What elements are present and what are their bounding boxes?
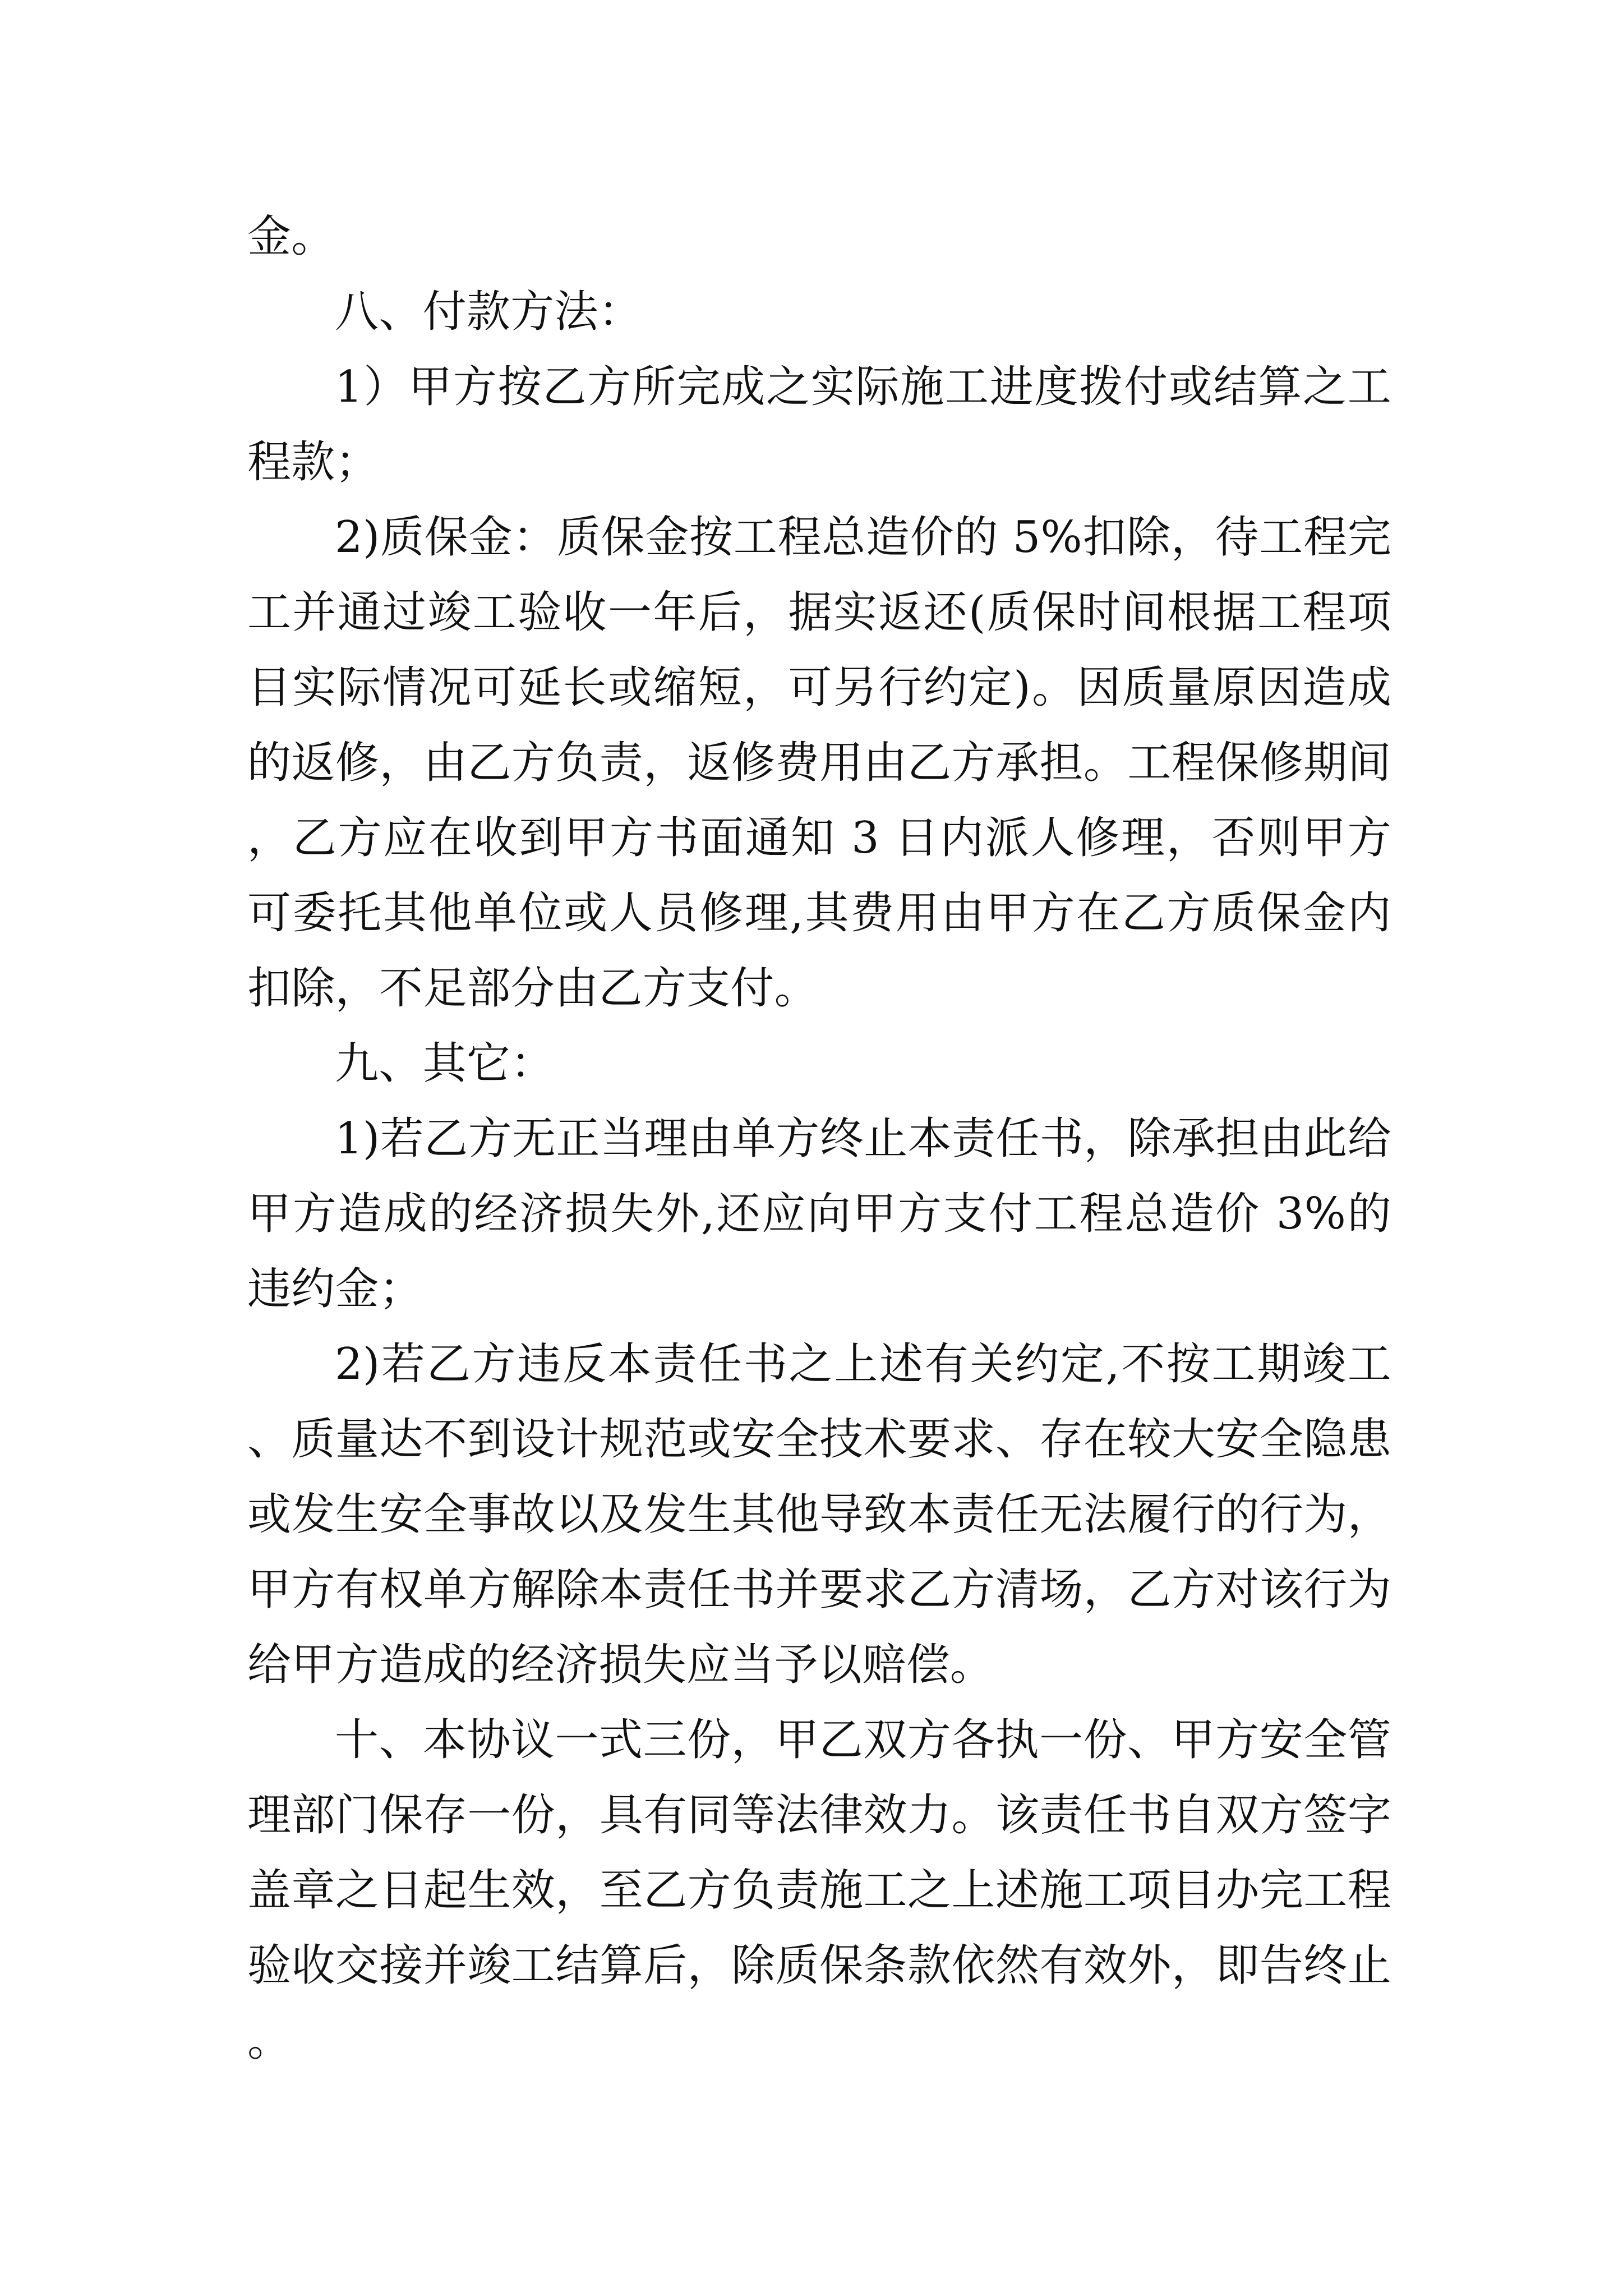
clause-payment-progress: 1）甲方按乙方所完成之实际施工进度拨付或结算之工程款；	[247, 362, 1391, 487]
section-heading-other: 九、其它：	[335, 1038, 555, 1089]
clause-warranty-deposit: 2)质保金：质保金按工程总造价的 5%扣除，待工程完工并通过竣工验收一年后，据实返还(质保时间根据工程项目实际情况可延长或缩短，可另行约定)。因质量原因造成的返修，由乙方负责，返修费用由乙方承担。工程保修期间，乙方应在收到甲方书面通知 3 日内派人修理，否则甲方可委托其他单位或人员修理,其费用由甲方在乙方质保金内扣除，不足部分由乙方支付。	[247, 512, 1391, 1014]
section-heading-payment-method: 八、付款方法：	[335, 287, 643, 337]
paragraph-continuation: 金。	[247, 211, 335, 262]
clause-copies-and-validity: 十、本协议一式三份，甲乙双方各执一份、甲方安全管理部门保存一份，具有同等法律效力。该责任书自双方签字盖章之日起生效，至乙方负责施工之上述施工项目办完工程验收交接并竣工结算后，除质保条款依然有效外，即告终止。	[247, 1715, 1391, 2066]
document-body	[247, 199, 1391, 2078]
clause-unilateral-termination: 1)若乙方无正当理由单方终止本责任书，除承担由此给甲方造成的经济损失外,还应向甲方支付工程总造价 3%的违约金；	[247, 1114, 1391, 1314]
clause-breach-of-contract: 2)若乙方违反本责任书之上述有关约定,不按工期竣工、质量达不到设计规范或安全技术要求、存在较大安全隐患或发生安全事故以及发生其他导致本责任无法履行的行为，甲方有权单方解除本责任书并要求乙方清场，乙方对该行为给甲方造成的经济损失应当予以赔偿。	[247, 1339, 1391, 1690]
